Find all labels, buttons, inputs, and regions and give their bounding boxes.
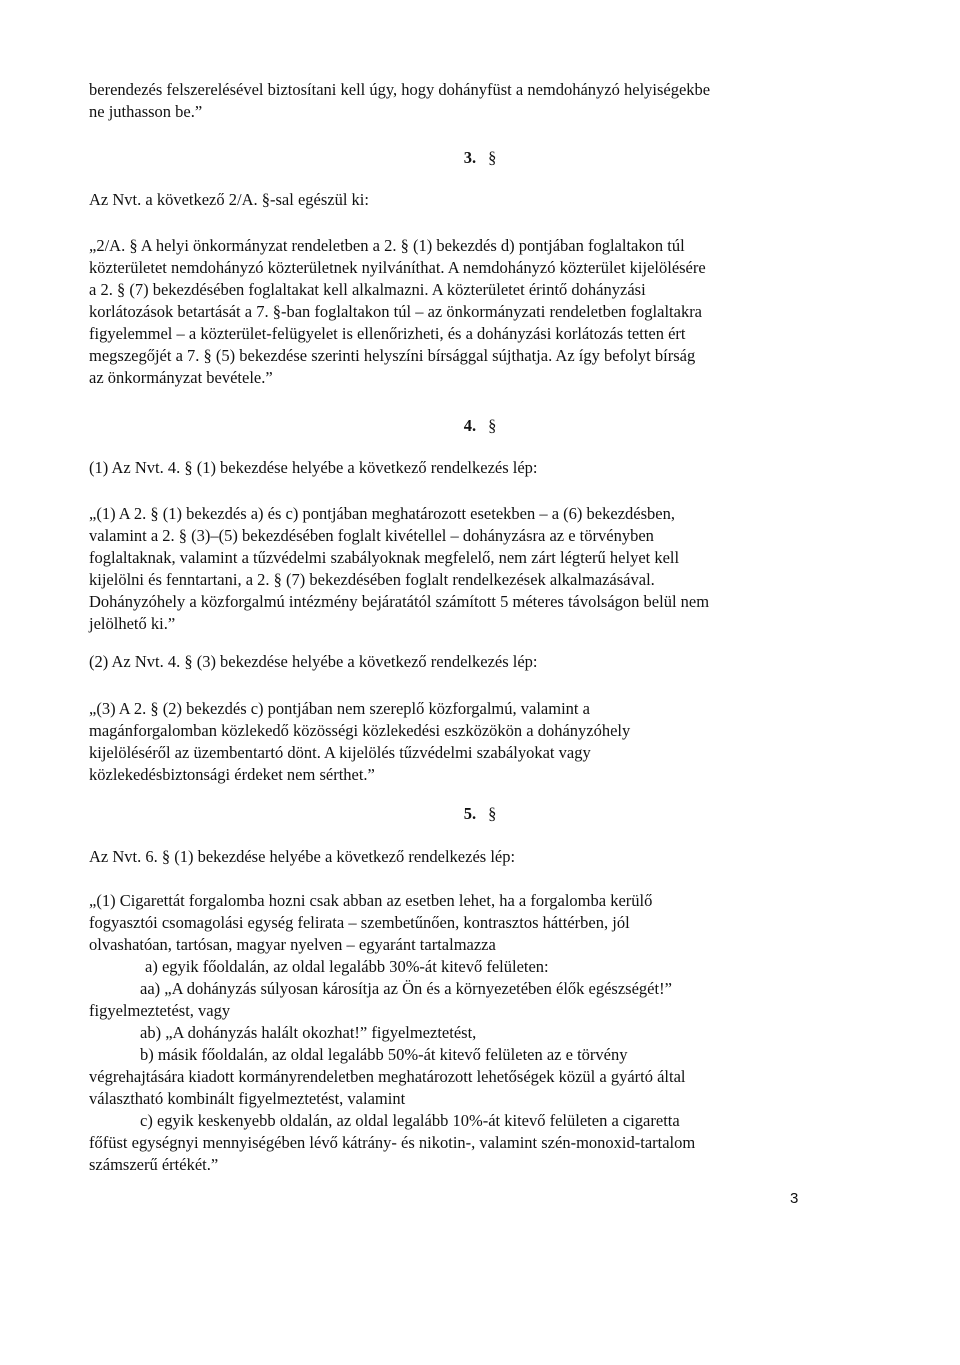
section-sign: § bbox=[488, 148, 497, 167]
text-line: berendezés felszerelésével biztosítani kell úgy, hogy dohányfüst a nemdohányzó helyiségekbe bbox=[89, 80, 711, 99]
text-line: számszerű értékét.” bbox=[89, 1155, 219, 1174]
section-sign: § bbox=[488, 804, 497, 823]
text-line: megszegőjét a 7. § (5) bekezdése szerinti helyszíni bírsággal sújthatja. Az így befolyt bírság bbox=[89, 346, 696, 365]
text-line: magánforgalomban közlekedő közösségi közlekedési eszközökön a dohányzóhely bbox=[89, 721, 631, 740]
list-item-b: b) másik főoldalán, az oldal legalább 50%-át kitevő felületen az e törvény bbox=[140, 1045, 628, 1064]
section-heading-5 bbox=[0, 803, 960, 825]
text-line: fogyasztói csomagolási egység felirata – szembetűnően, kontrasztos háttérben, jól bbox=[89, 913, 630, 932]
section-number: 3. bbox=[463, 148, 477, 167]
text-line: főfüst egységnyi mennyiségében lévő kátrány- és nikotin-, valamint szén-monoxid-tartalom bbox=[89, 1133, 696, 1152]
text-line: figyelmeztetést, vagy bbox=[89, 1001, 231, 1020]
paragraph-6-1 bbox=[89, 890, 811, 1176]
paragraph-continuation bbox=[89, 79, 811, 123]
text-line: „2/A. § A helyi önkormányzat rendeletben a 2. § (1) bekezdés d) pontjában foglaltakon túl bbox=[89, 236, 685, 255]
amendment-intro-4-2 bbox=[89, 651, 811, 673]
text-line: jelölhető ki.” bbox=[89, 614, 176, 633]
text-line: közterületet nemdohányzó közterületnek nyilváníthat. A nemdohányzó közterület kijelölésére bbox=[89, 258, 706, 277]
section-heading-4 bbox=[0, 415, 960, 437]
list-item-aa: aa) „A dohányzás súlyosan károsítja az Ön és a környezetében élők egészségét!” bbox=[140, 979, 672, 998]
paragraph-4-3 bbox=[89, 698, 811, 786]
section-sign: § bbox=[488, 416, 497, 435]
text-line: a 2. § (7) bekezdésében foglaltakat kell alkalmazni. A közterületet érintő dohányzási bbox=[89, 280, 646, 299]
section-number: 4. bbox=[463, 416, 477, 435]
text-line: az önkormányzat bevétele.” bbox=[89, 368, 273, 387]
text-line: végrehajtására kiadott kormányrendeletben meghatározott lehetőségek közül a gyártó által bbox=[89, 1067, 686, 1086]
section-heading-3 bbox=[0, 147, 960, 169]
text-line: korlátozások betartását a 7. §-ban foglaltakon túl – az önkormányzati rendeletben foglaltakra bbox=[89, 302, 703, 321]
amendment-intro-4-1 bbox=[89, 457, 811, 479]
text-line: foglaltaknak, valamint a tűzvédelmi szabályoknak megfelelő, nem zárt légterű helyet kell bbox=[89, 548, 680, 567]
paragraph-2a bbox=[89, 235, 811, 389]
text-line: Az Nvt. 6. § (1) bekezdése helyébe a következő rendelkezés lép: bbox=[89, 847, 516, 866]
text-line: „(3) A 2. § (2) bekezdés c) pontjában nem szereplő közforgalmú, valamint a bbox=[89, 699, 590, 718]
text-line: Az Nvt. a következő 2/A. §-sal egészül ki: bbox=[89, 190, 369, 209]
amendment-intro-5 bbox=[89, 846, 811, 868]
text-line: kijelöléséről az üzembentartó dönt. A kijelölés tűzvédelmi szabályokat vagy bbox=[89, 743, 591, 762]
text-line: olvashatóan, tartósan, magyar nyelven – egyaránt tartalmazza bbox=[89, 935, 496, 954]
page-number: 3 bbox=[790, 1190, 799, 1207]
text-line: kijelölni és fenntartani, a 2. § (7) bekezdésében foglalt rendelkezések alkalmazásával. bbox=[89, 570, 655, 589]
paragraph-4-1 bbox=[89, 503, 811, 635]
list-item-ab: ab) „A dohányzás halált okozhat!” figyelmeztetést, bbox=[140, 1023, 477, 1042]
text-line: Dohányzóhely a közforgalmú intézmény bejáratától számított 5 méteres távolságon belül nem bbox=[89, 592, 710, 611]
list-item-c: c) egyik keskenyebb oldalán, az oldal legalább 10%-át kitevő felületen a cigaretta bbox=[140, 1111, 680, 1130]
text-line: (2) Az Nvt. 4. § (3) bekezdése helyébe a következő rendelkezés lép: bbox=[89, 652, 538, 671]
text-line: közlekedésbiztonsági érdeket nem sérthet.” bbox=[89, 765, 375, 784]
text-line: ne juthasson be.” bbox=[89, 102, 203, 121]
text-line: „(1) Cigarettát forgalomba hozni csak abban az esetben lehet, ha a forgalomba kerülő bbox=[89, 891, 653, 910]
text-line: választható kombinált figyelmeztetést, valamint bbox=[89, 1089, 406, 1108]
text-line: (1) Az Nvt. 4. § (1) bekezdése helyébe a következő rendelkezés lép: bbox=[89, 458, 538, 477]
text-line: valamint a 2. § (3)–(5) bekezdésében foglalt kivétellel – dohányzásra az e törvényben bbox=[89, 526, 654, 545]
list-item-a: a) egyik főoldalán, az oldal legalább 30%-át kitevő felületen: bbox=[145, 957, 549, 976]
text-line: figyelemmel – a közterület-felügyelet is ellenőrizheti, és a dohányzási korlátozás tetten ért bbox=[89, 324, 686, 343]
text-line: „(1) A 2. § (1) bekezdés a) és c) pontjában meghatározott esetekben – a (6) bekezdésben, bbox=[89, 504, 675, 523]
section-number: 5. bbox=[463, 804, 477, 823]
amendment-intro-3 bbox=[89, 189, 811, 211]
